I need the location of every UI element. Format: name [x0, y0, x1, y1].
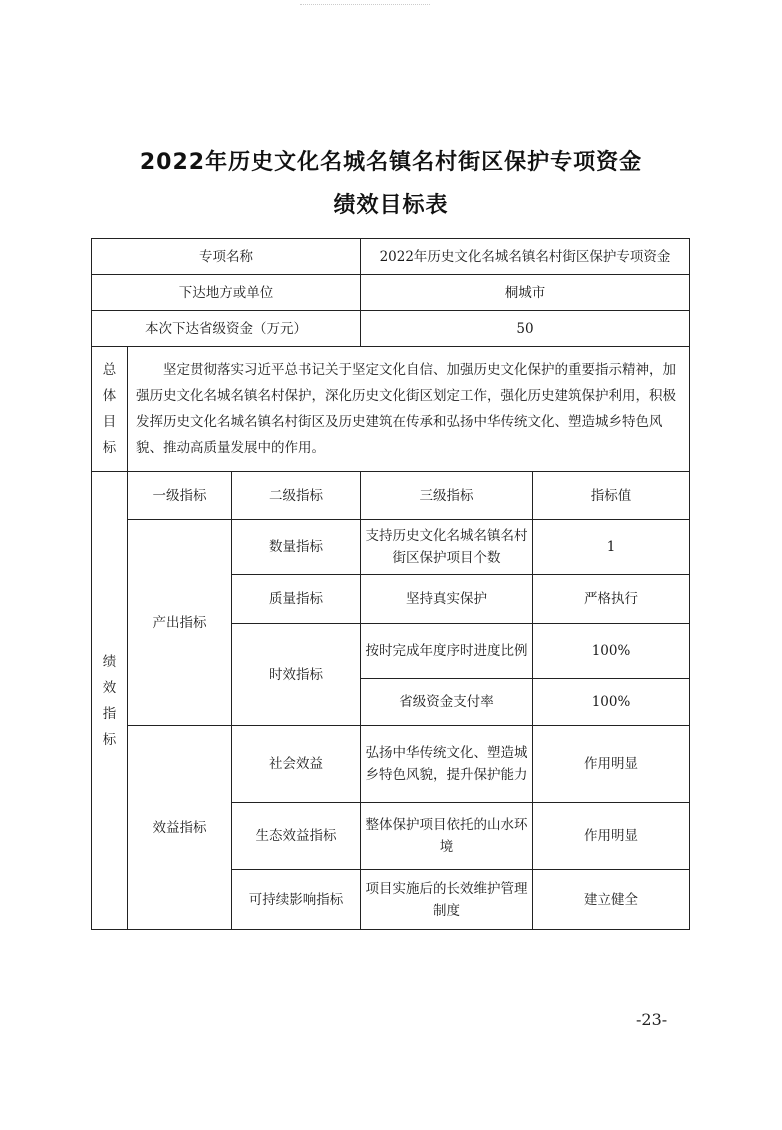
scan-artifact	[300, 4, 430, 19]
recipient-value: 桐城市	[361, 275, 690, 311]
overall-goal-label: 总 体 目 标	[92, 347, 128, 472]
social-benefit-label: 社会效益	[232, 726, 361, 803]
funding-label: 本次下达省级资金（万元）	[92, 311, 361, 347]
timeliness-item-desc: 省级资金支付率	[361, 679, 533, 726]
quality-indicator-value: 严格执行	[533, 575, 690, 624]
quantity-indicator-desc: 支持历史文化名城名镇名村街区保护项目个数	[361, 520, 533, 575]
info-row-recipient	[92, 275, 690, 311]
quality-indicator-label: 质量指标	[232, 575, 361, 624]
funding-value: 50	[361, 311, 690, 347]
sustainable-impact-desc: 项目实施后的长效维护管理制度	[361, 870, 533, 930]
project-name-value: 2022年历史文化名城名镇名村街区保护专项资金	[361, 239, 690, 275]
social-benefit-value: 作用明显	[533, 726, 690, 803]
document-title: 2022年历史文化名城名镇名村街区保护专项资金	[139, 150, 643, 175]
table-row	[92, 520, 690, 575]
sustainable-impact-value: 建立健全	[533, 870, 690, 930]
quantity-indicator-value: 1	[533, 520, 690, 575]
recipient-label: 下达地方或单位	[92, 275, 361, 311]
timeliness-indicator-label: 时效指标	[232, 624, 361, 726]
indicator-header-row	[92, 472, 690, 520]
timeliness-item-value: 100%	[533, 624, 690, 679]
performance-target-table	[91, 238, 690, 930]
ecological-benefit-value: 作用明显	[533, 803, 690, 870]
header-level1: 一级指标	[128, 472, 232, 520]
timeliness-item-desc: 按时完成年度序时进度比例	[361, 624, 533, 679]
performance-indicators-label: 绩 效 指 标	[92, 472, 128, 930]
info-row-project-name	[92, 239, 690, 275]
benefit-indicators-label: 效益指标	[128, 726, 232, 930]
quantity-indicator-label: 数量指标	[232, 520, 361, 575]
social-benefit-desc: 弘扬中华传统文化、塑造城乡特色风貌，提升保护能力	[361, 726, 533, 803]
header-level3: 三级指标	[361, 472, 533, 520]
header-value: 指标值	[533, 472, 690, 520]
document-subtitle: 绩效目标表	[333, 193, 449, 218]
project-name-label: 专项名称	[92, 239, 361, 275]
quality-indicator-desc: 坚持真实保护	[361, 575, 533, 624]
header-level2: 二级指标	[232, 472, 361, 520]
overall-goal-row	[92, 347, 690, 472]
info-row-funding	[92, 311, 690, 347]
ecological-benefit-desc: 整体保护项目依托的山水环境	[361, 803, 533, 870]
overall-goal-text: 坚定贯彻落实习近平总书记关于坚定文化自信、加强历史文化保护的重要指示精神，加强历史文化名城名镇名村保护，深化历史文化街区划定工作，强化历史建筑保护利用，积极发挥历史文化名城名镇名村街区及历史建筑在传承和弘扬中华传统文化、塑造城乡特色风貌、推动高质量发展中的作用。	[128, 347, 690, 472]
timeliness-item-value: 100%	[533, 679, 690, 726]
page-number: -23-	[636, 1010, 668, 1029]
ecological-benefit-label: 生态效益指标	[232, 803, 361, 870]
table-row	[92, 726, 690, 803]
sustainable-impact-label: 可持续影响指标	[232, 870, 361, 930]
output-indicators-label: 产出指标	[128, 520, 232, 726]
